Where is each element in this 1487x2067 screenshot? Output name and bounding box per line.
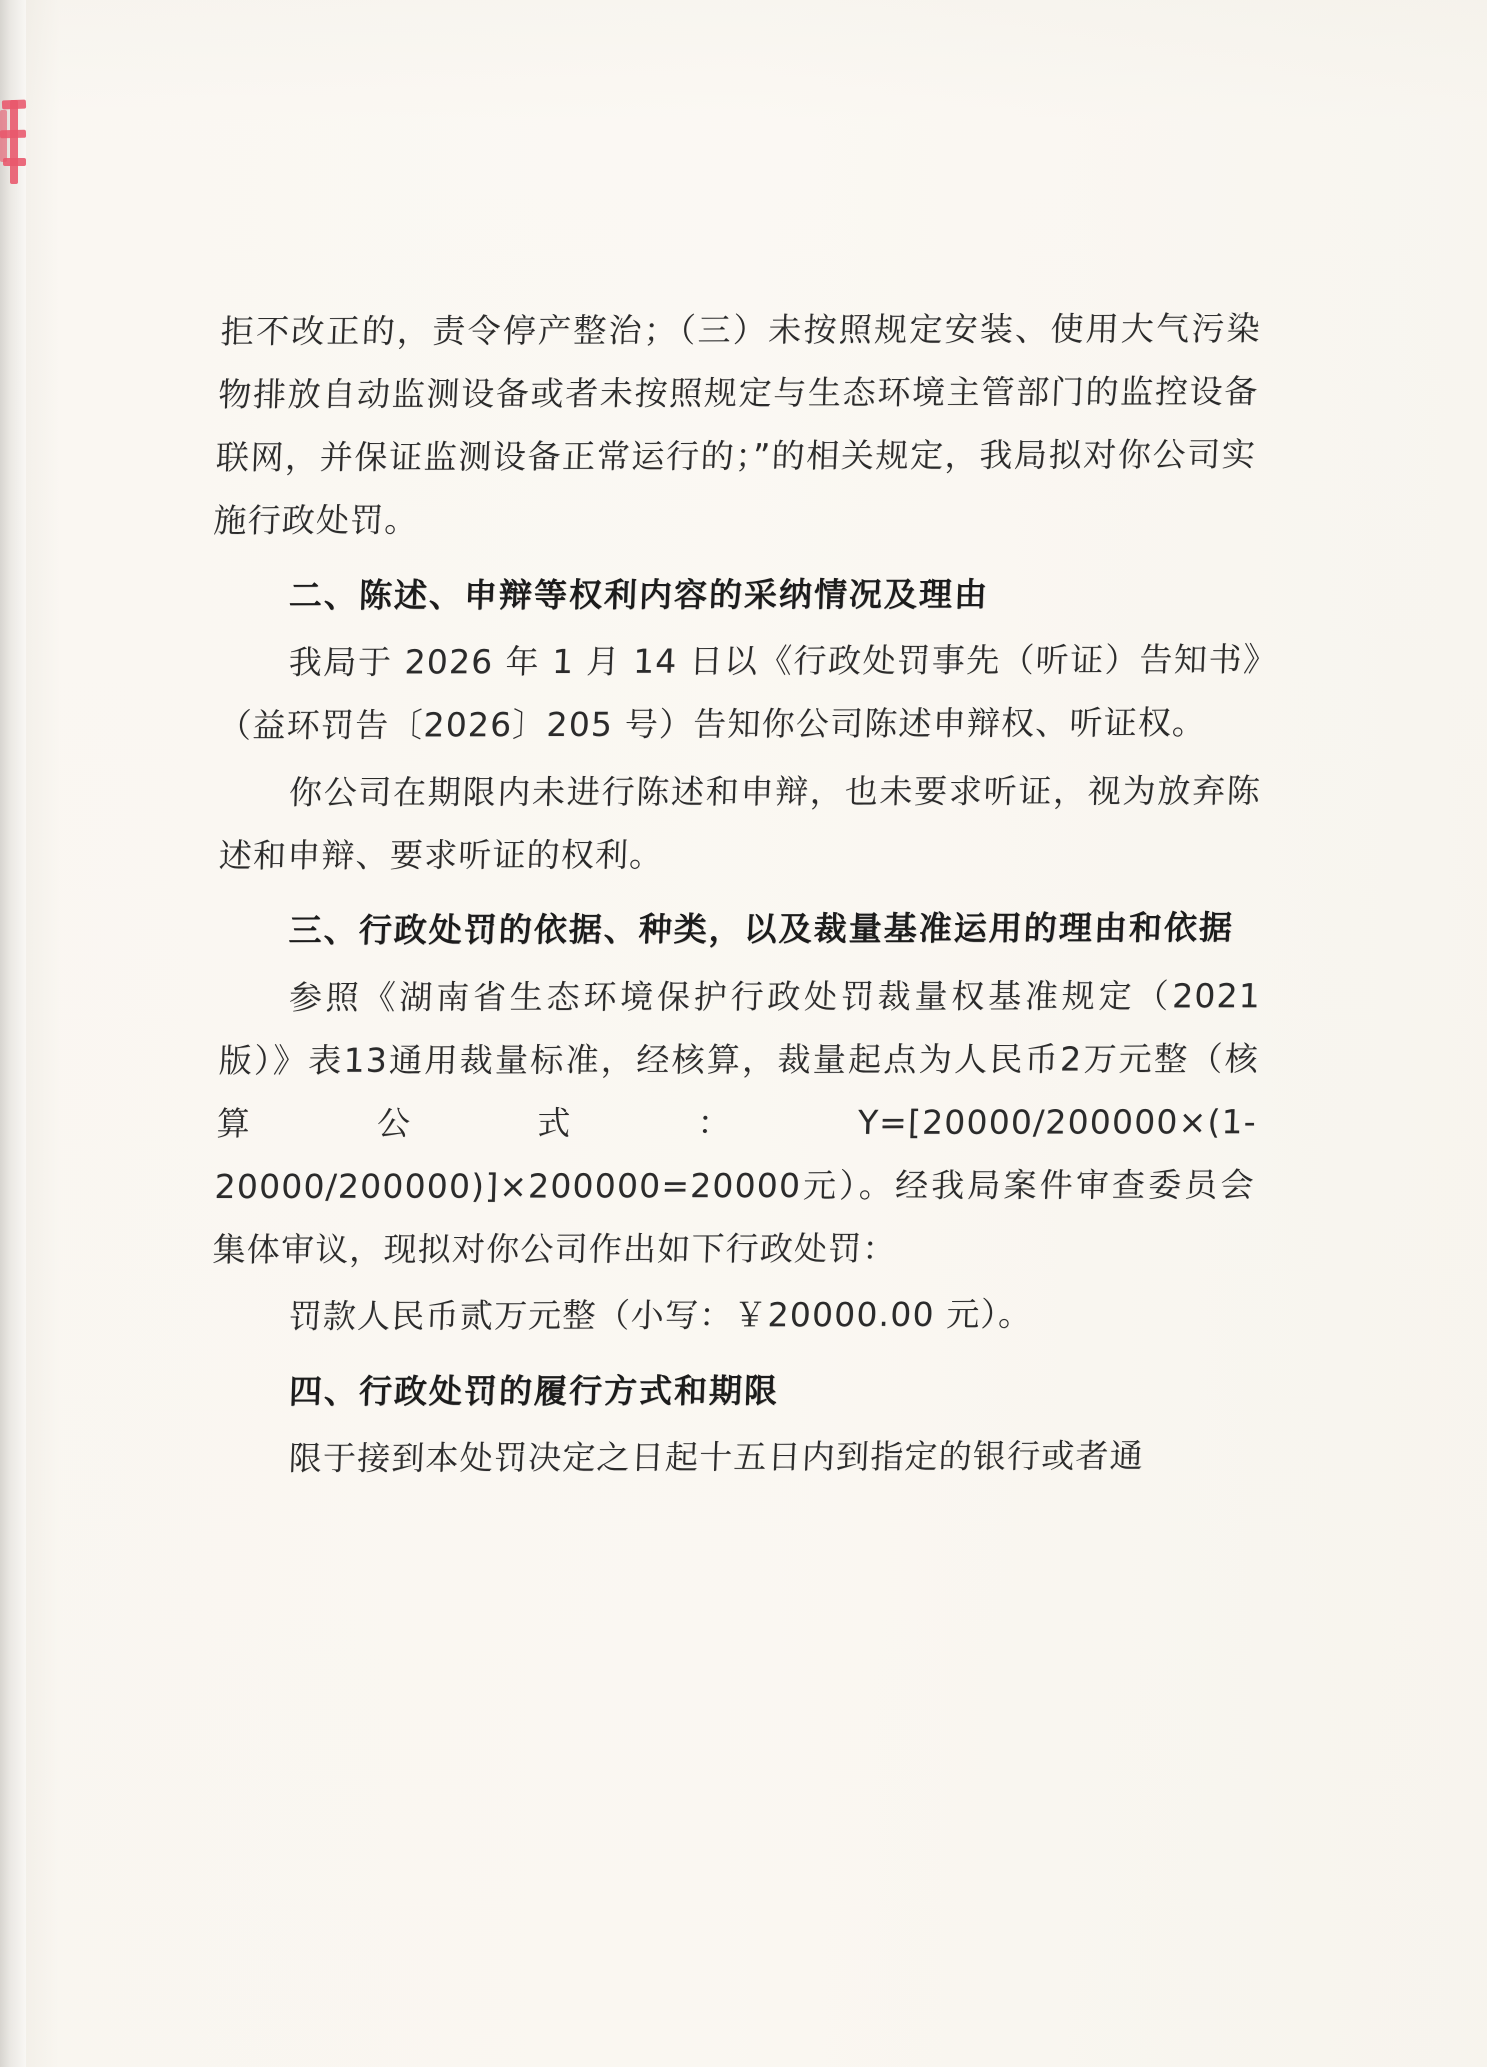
paragraph-notice-issued: 我局于 2026 年 1 月 14 日以《行政处罚事先（听证）告知书》（益环罚告〔2026〕205 号）告知你公司陈述申辩权、听证权。 [217, 639, 1262, 745]
section-heading-three: 三、行政处罚的依据、种类，以及裁量基准运用的理由和依据 [288, 907, 1235, 950]
paragraph-payment-method: 限于接到本处罚决定之日起十五日内到指定的银行或者通 [288, 1436, 1145, 1478]
section-heading-four: 四、行政处罚的履行方式和期限 [288, 1371, 780, 1411]
red-seal-fragment [0, 96, 27, 188]
paragraph-no-statement-filed: 你公司在期限内未进行陈述和申辩，也未要求听证，视为放弃陈述和申辩、要求听证的权利。 [218, 771, 1262, 875]
paragraph-discretion-basis: 参照《湖南省生态环境保护行政处罚裁量权基准规定（2021版）》表13通用裁量标准，经核算，裁量起点为人民币2万元整（核算公式：Y=[20000/200000×(1-20000/200000)]×200000=20000元）。经我局案件审查委员会集体审议，现拟对你公司作出如下行政处罚： [211, 976, 1262, 1269]
paragraph-continuation: 拒不改正的，责令停产整治；（三）未按照规定安装、使用大气污染物排放自动监测设备或者未按照规定与生态环境主管部门的监控设备联网，并保证监测设备正常运行的；”的相关规定，我局拟对你公司实施行政处罚。 [212, 308, 1262, 540]
paragraph-fine-amount: 罚款人民币贰万元整（小写：￥20000.00 元）。 [288, 1294, 1034, 1336]
section-heading-two: 二、陈述、申辩等权利内容的采纳情况及理由 [288, 574, 990, 615]
document-body [211, 300, 1262, 1494]
scan-edge-shadow [0, 0, 26, 2067]
